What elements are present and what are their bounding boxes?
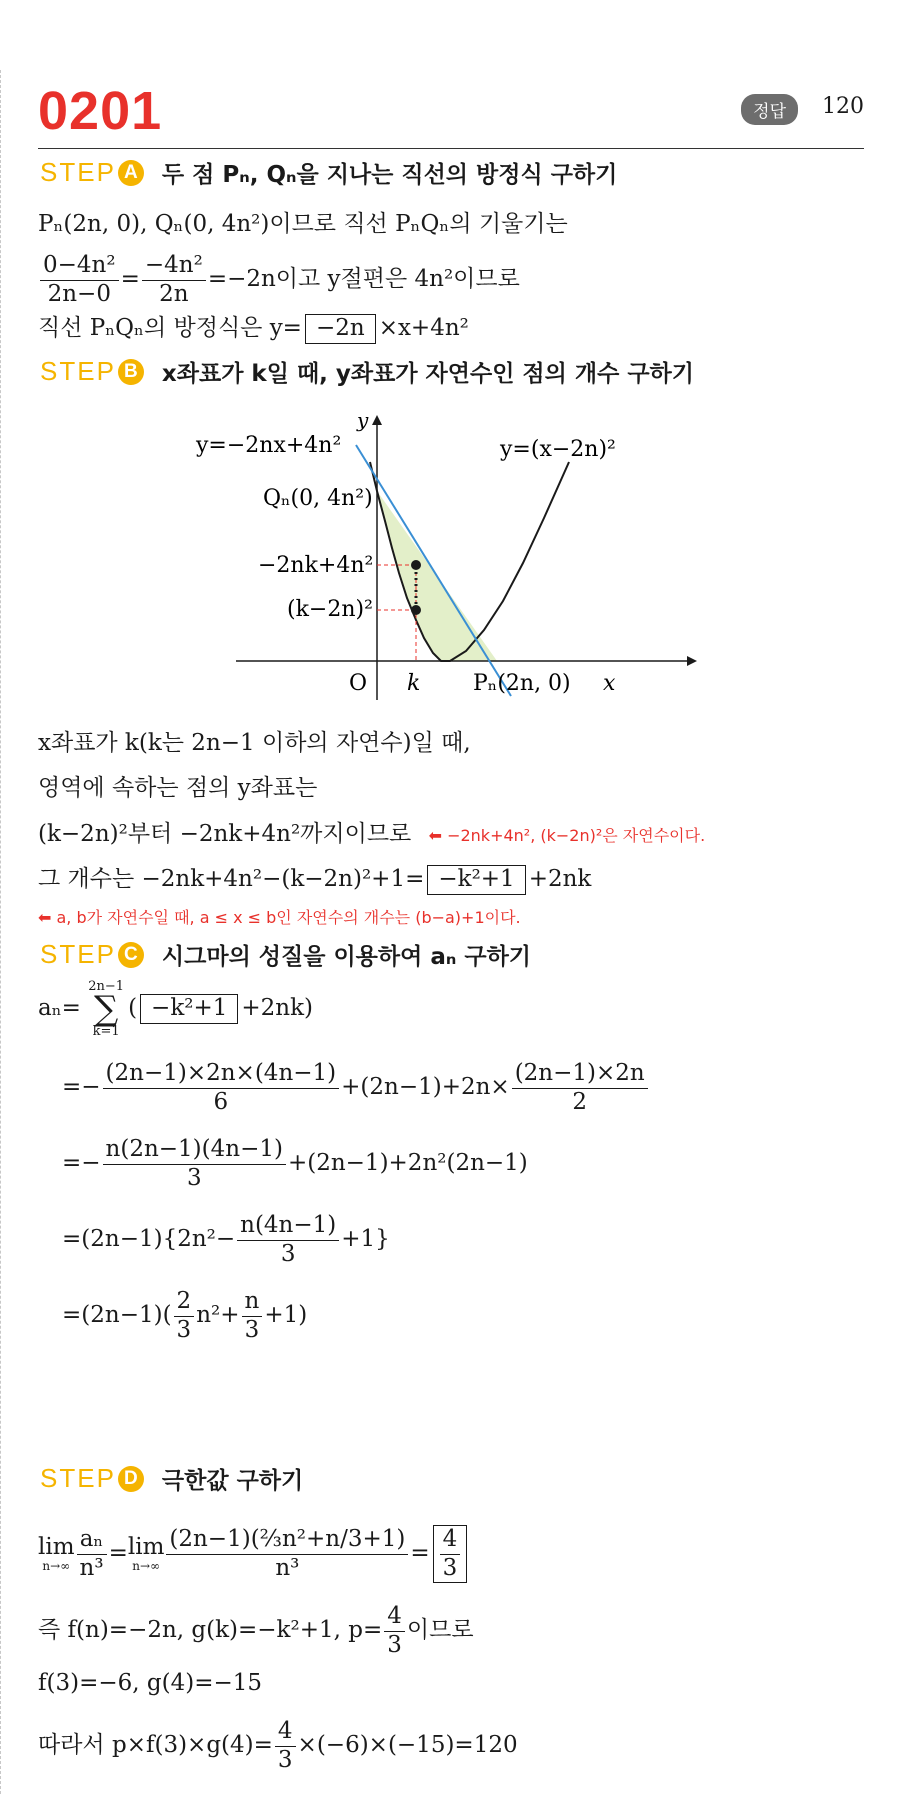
step-title: 두 점 Pₙ, Qₙ을 지나는 직선의 방정식 구하기 (161, 162, 618, 188)
y-axis-label: y (357, 408, 369, 432)
step-c-heading (40, 938, 531, 971)
answer-number: 120 (822, 94, 864, 119)
step-letter-badge: B (118, 359, 144, 385)
step-c-line-5: =(2n−1)( $\frac{2}{3}$ n²+ $\frac{n}{3}$ +1) (62, 1288, 308, 1343)
problem-header (38, 78, 864, 149)
answer-box: −k²+1 (427, 865, 525, 895)
step-b-count-line: 그 개수는 −2nk+4n²−(k−2n)²+1= −k²+1 +2nk (38, 860, 591, 895)
step-title: 극한값 구하기 (161, 1468, 304, 1494)
origin-label: O (349, 671, 368, 696)
answer-box: −k²+1 (140, 994, 238, 1024)
side-note: ⬅ −2nk+4n², (k−2n)²은 자연수이다. (428, 826, 706, 845)
x-axis-label: x (603, 671, 616, 696)
step-d-line-4: 따라서 p×f(3)×g(4)= $\frac{4}{3}$ ×(−6)×(−15)=120 (38, 1718, 518, 1773)
step-c-line-1: aₙ= 2n−1 ∑ k=1( −k²+1 +2nk) (38, 979, 314, 1039)
fraction: $\frac{\text{(2n−1)(⅔n²+n/3+1)}}{\text{n³}}$ (166, 1526, 408, 1582)
step-b-line-3: (k−2n)²부터 −2nk+4n²까지이므로 ⬅ −2nk+4n², (k−2n)²은 자연수이다. (38, 821, 706, 847)
line-label: y=−2nx+4n² (196, 433, 342, 458)
upper-point (411, 560, 421, 570)
lower-value-label: (k−2n)² (287, 597, 373, 622)
answer-badge: 정답 (741, 94, 798, 125)
fraction: $\frac{n(2n-1)(4n-1)}{3}$ (103, 1136, 286, 1192)
step-letter-badge: A (118, 160, 144, 186)
curve-label: y=(x−2n)² (500, 437, 616, 462)
step-a-heading (40, 156, 617, 189)
fraction: $\frac{4}{3}$ (275, 1718, 296, 1774)
step-letter-badge: D (118, 1466, 144, 1492)
x-axis-arrow (687, 656, 697, 666)
step-b-heading (40, 355, 694, 388)
step-label: STEP (40, 356, 116, 386)
limit-operator: lim n→∞ (127, 1533, 165, 1574)
step-a-line-1: Pₙ(2n, 0), Qₙ(0, 4n²)이므로 직선 PₙQₙ의 기울기는 (38, 211, 568, 237)
fraction: $\frac{4}{3}$ (384, 1603, 405, 1659)
step-b-note-2: ⬅ a, b가 자연수일 때, a ≤ x ≤ b인 자연수의 개수는 (b−a)+1이다. (38, 908, 521, 927)
answer-box: −2n (305, 314, 376, 344)
sigma-symbol: 2n−1 ∑ k=1 (88, 979, 125, 1039)
lower-point (411, 605, 421, 615)
fraction: $\frac{n(4n-1)}{3}$ (237, 1212, 339, 1268)
step-c-line-4: =(2n−1){2n²− $\frac{n(4n-1)}{3}$ +1} (62, 1212, 390, 1267)
tangent-line (356, 445, 511, 696)
upper-value-label: −2nk+4n² (258, 553, 374, 578)
fraction: $\frac{\text{0−4n²}}{2n-0}$ (40, 252, 119, 308)
step-label: STEP (40, 939, 116, 969)
step-c-line-3: =− $\frac{n(2n-1)(4n-1)}{3}$ +(2n−1)+2n²(2n−1) (62, 1136, 528, 1191)
step-d-limit-line: lim n→∞ $\frac{\text{aₙ}}{\text{n³}}$ =lim n→∞ $\frac{\text{(2n−1)(⅔n²+n/3+1)}}{\text{n³}}$ = $\frac{4}{3}$ (38, 1525, 470, 1583)
y-axis-arrow (372, 415, 382, 425)
q-point-label: Qₙ(0, 4n²) (263, 486, 373, 511)
graph-figure (180, 398, 720, 708)
step-d-line-2: 즉 f(n)=−2n, g(k)=−k²+1, p= $\frac{4}{3}$ 이므로 (38, 1603, 474, 1658)
step-d-heading (40, 1462, 303, 1495)
fraction: $\frac{(2n-1)\times 2n}{2}$ (512, 1060, 648, 1116)
step-letter-badge: C (118, 942, 144, 968)
step-c-line-2: =− $\frac{(2n-1)\times 2n\times(4n-1)}{6}$ +(2n−1)+2n× $\frac{(2n-1)\times 2n}{2}$ (62, 1060, 650, 1116)
step-title: 시그마의 성질을 이용하여 aₙ 구하기 (161, 944, 532, 970)
answer-box: $\frac{4}{3}$ (433, 1525, 468, 1583)
limit-operator: lim n→∞ (38, 1533, 75, 1574)
fraction: $\frac{(2n-1)\times 2n\times(4n-1)}{6}$ (103, 1060, 340, 1116)
step-label: STEP (40, 1463, 116, 1493)
step-a-line-equation: 직선 PₙQₙ의 방정식은 y= −2n ×x+4n² (38, 309, 469, 344)
step-title: x좌표가 k일 때, y좌표가 자연수인 점의 개수 구하기 (161, 361, 694, 387)
p-point-label: Pₙ(2n, 0) (473, 671, 571, 696)
step-b-line-1: x좌표가 k(k는 2n−1 이하의 자연수)일 때, (38, 730, 471, 756)
fraction: $\frac{n}{3}$ (242, 1288, 263, 1344)
fraction: $\frac{\text{−4n²}}{2n}$ (142, 252, 206, 308)
step-label: STEP (40, 157, 116, 187)
k-label: k (407, 671, 421, 696)
step-d-line-3: f(3)=−6, g(4)=−15 (38, 1670, 263, 1696)
fraction: $\frac{2}{3}$ (174, 1288, 195, 1344)
fraction: $\frac{\text{aₙ}}{\text{n³}}$ (77, 1526, 107, 1582)
step-a-slope-line: $\frac{\text{0−4n²}}{2n-0}$ = $\frac{\text{−4n²}}{2n}$ =−2n이고 y절편은 4n²이므로 (38, 252, 520, 308)
step-b-line-2: 영역에 속하는 점의 y좌표는 (38, 775, 318, 801)
problem-number: 0201 (38, 81, 163, 141)
page-margin-line (0, 70, 1, 1794)
